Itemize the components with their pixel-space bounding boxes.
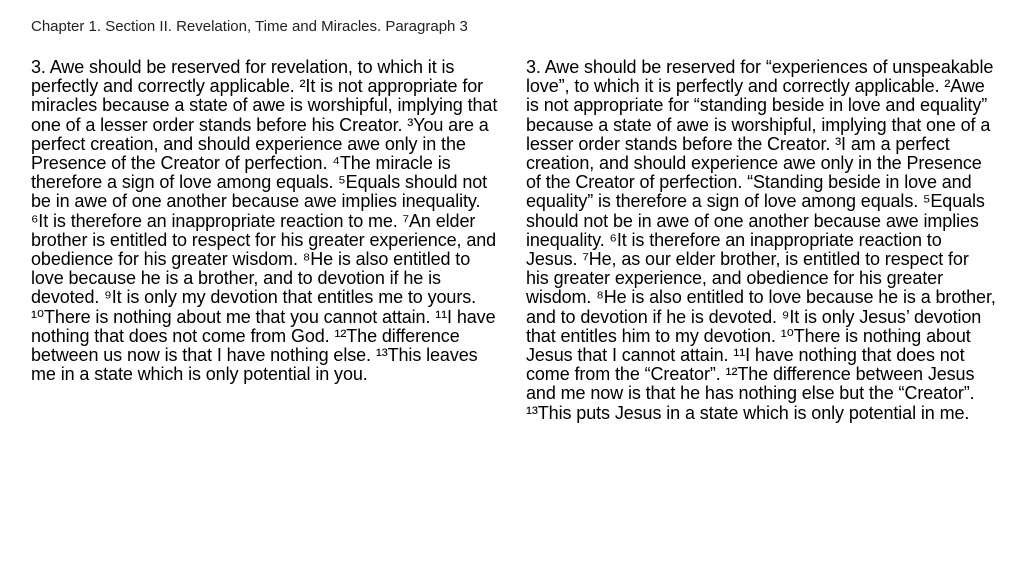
right-paragraph-text: 3. Awe should be reserved for “experiences of unspeakable love”, to which it is perfectly and correctly applicable. ²Awe is not appropriate for “standing beside in love and equality” because a state of awe is worshipful, implying that one of a lesser order stands before the Creator. ³I am a perfect creation, and should experience awe only in the Presence of the Creator of perfection. “Standing beside in love and equality” is therefore a sign of love among equals. ⁵Equals should not be in awe of one another because awe implies inequality. ⁶It is therefore an inappropriate reaction to Jesus. ⁷He, as our elder brother, is entitled to respect for his greater experience, and obedience for his greater wisdom. ⁸He is also entitled to love because he is a brother, and to devotion if he is devoted. ⁹It is only Jesus’ devotion that entitles him to my devotion. ¹⁰There is nothing about Jesus that I cannot attain. ¹¹I have nothing that does not come from the “Creator”. ¹²The difference between Jesus and me now is that he has nothing else but the “Creator”. ¹³This puts Jesus in a state which is only potential in me. — [526, 57, 996, 423]
right-column-paragraph — [526, 58, 996, 423]
left-paragraph-text: 3. Awe should be reserved for revelation, to which it is perfectly and correctly applicable. ²It is not appropriate for miracles because a state of awe is worshipful, implying that one of a lesser order stands before his Creator. ³You are a perfect creation, and should experience awe only in the Presence of the Creator of perfection. ⁴The miracle is therefore a sign of love among equals. ⁵Equals should not be in awe of one another because awe implies inequality. ⁶It is therefore an inappropriate reaction to me. ⁷An elder brother is entitled to respect for his greater experience, and obedience for his greater wisdom. ⁸He is also entitled to love because he is a brother, and to devotion if he is devoted. ⁹It is only my devotion that entitles me to yours. ¹⁰There is nothing about me that you cannot attain. ¹¹I have nothing that does not come from God. ¹²The difference between us now is that I have nothing else. ¹³This leaves me in a state which is only potential in you. — [31, 57, 498, 385]
left-column-paragraph — [31, 58, 501, 384]
slide-title: Chapter 1. Section II. Revelation, Time and Miracles. Paragraph 3 — [31, 18, 468, 35]
